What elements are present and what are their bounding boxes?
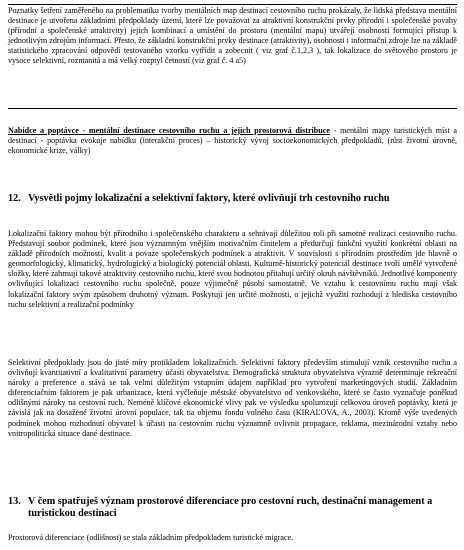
bottom-rule (8, 108, 457, 109)
heading-question-12 (8, 193, 433, 205)
supply-demand-title: Nabídce a poptávce - mentální destinace cestovního ruchu a jejich prostorová distribuce (8, 126, 330, 135)
heading-question-13 (8, 496, 453, 519)
top-rule (8, 4, 457, 5)
question-12-text: Vysvětli pojmy lokalizační a selektivní faktory, které ovlivňují trh cestovního ruchu (28, 193, 390, 204)
paragraph-supply-demand (8, 126, 457, 156)
paragraph-selective-factors: Selektivní předpoklady jsou do jisté míry protikladem lokalizačních. Selektivní faktory především stimulují vznik cestovního ruchu a ovlivňují kvantitativní a kvalitativní parametry účasti obyvatelstva. Demografická struktura obyvatelstva výrazně determinuje rekreační nároky a preference a stává se tak velmi důležitým vstupním údajem například pro vytvoření marketingových studií. Základním diferenciačním faktorem je pak urbanizace, která vyčleňuje městské obyvatelstvo od venkovského, které se často vyznačuje poněkud odlišnými nároky na cestovní ruch. Neméně klíčové ekonomické vlivy pak ve výsledku spolurozují celkovou úroveň poptávky, která je závislá jak na dosažené životní úrovni populace, tak na objemu fondu volného času (KIRAĽOVA, A., 2003). Kromě výše uvedených podmínek mohou rozhodnutí obyvatel k účasti na cestovním ruchu významně ovlivnit propagace, reklama, mezinárodní vztahy nebo vnitropolitická situace dané destinace. (8, 358, 457, 438)
paragraph-mental-maps: Poznatky šetření zaměřeného na problematiku tvorby mentálních map destinací cestovního ruchu prokázaly, že lidská představa mentální destinace je utvořena základními předpoklady území, které lze považovat za atraktivní konstrukční prvky přírodní i společenské povahy (přírodní a společenské atraktivity) jejich kombinací a umístění do prostoru (mentální mapu) utvářejí osobnosti formující přístup k jednotlivým zdrojům informací. Přesto, že základní konstrukční prvky destinace (atraktivity), osobnosti i informační zdroje lze na základě statistického zpracování odpovědí testovaného vzorku vytřídit a zobecnit ( viz graf č.1,2,3 ), tak lokalizace do světového prostoru je vysoce selektivní, rozmanitá a má velký rozptyl četností (viz graf č. 4 a5) (8, 6, 457, 66)
question-13-text: V čem spatřuješ význam prostorové diferenciace pro cestovní ruch, destinační management a turistickou destinaci (28, 496, 433, 519)
question-13-number: 13. (8, 496, 21, 507)
paragraph-localization-factors: Lokalizační faktory mohou být přírodního i společenského charakteru a sehrávají důležitou roli při samotné realizaci cestovního ruchu. Představují soubor podmínek, které jsou významným vnějším motivačním činitelem a předurčují funkční využití konkrétní oblasti na základě přírodních možností, kvalit a povaze společenských podmínek a atraktivit. V souvislosti s přírodním prostředím jde hlavně o geomorfologický, klimatický, hydrologický a biologický potenciál oblasti. Kulturně-historický potenciál destinace tvoří umělé vytvořené složky, které zahrnují takové atraktivity cestovního ruchu, které svou hodnotou přitahují určitý okruh návštěvníků. Jednotlivé komponenty ovlivňující lokalizaci cestovního ruchu společně, pouze výjimečně působí samostatně. Ve vztahu k cestovnímu ruchu mají však lokalizační faktory svým způsobem druhotný význam. Poskytují jen určité možnosti, o jejichž využití rozhodují z hlediska cestovního ruchu selektivní a realizační podmínky (8, 229, 457, 309)
supply-demand-text: - mentální mapy turistických míst a destinací - poptávka evokuje nabídku (interakční proces) – historický vývoj socioekonomických předpokladů, (růst životní úrovně, ekonomické krize, války) (8, 126, 457, 156)
paragraph-spatial-differentiation: Prostorová diferenciace (odlišnost) se stala základním předpokladem turistické migrace. (8, 533, 294, 542)
question-12-number: 12. (8, 193, 21, 204)
